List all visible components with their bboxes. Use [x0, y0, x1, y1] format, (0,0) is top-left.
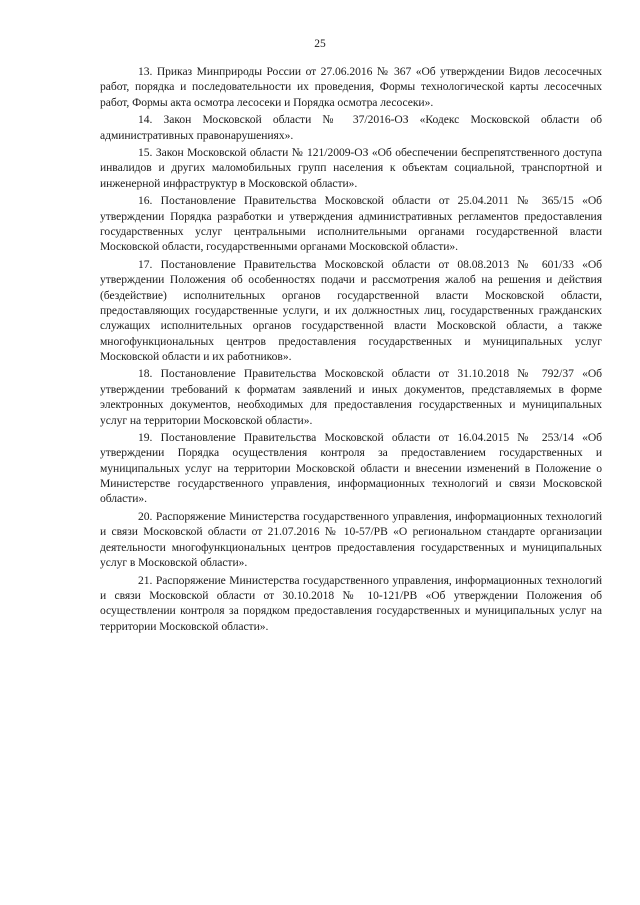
- list-item-21: 21. Распоряжение Министерства государственного управления, информационных технологий и связи Московской области от 30.10.2018 № 10-121/РВ «Об утверждении Положения об осуществлении контроля за порядком предоставления государственных и муниципальных услуг на территории Московской области».: [100, 573, 602, 633]
- list-item-15: 15. Закон Московской области № 121/2009-ОЗ «Об обеспечении беспрепятственного доступа инвалидов и других маломобильных групп населения к объектам социальной, транспортной и инженерной инфраструктур в Московской области».: [100, 146, 602, 190]
- list-item-17: 17. Постановление Правительства Московской области от 08.08.2013 № 601/33 «Об утверждении Положения об особенностях подачи и рассмотрения жалоб на решения и действия (бездействие) исполнительных органов государственной власти Московской области, предоставляющих государственные услуги, и их должностных лиц, государственных гражданских служащих исполнительных органов государственной власти Московской области, а также многофункциональных центров предоставления государственных и муниципальных услуг Московской области и их работников».: [100, 257, 602, 363]
- list-item-20: 20. Распоряжение Министерства государственного управления, информационных технологий и связи Московской области от 21.07.2016 № 10-57/РВ «О региональном стандарте организации деятельности многофункциональных центров предоставления государственных и муниципальных услуг в Московской области».: [100, 509, 602, 569]
- page-number: 25: [314, 38, 326, 50]
- list-item-18: 18. Постановление Правительства Московской области от 31.10.2018 № 792/37 «Об утверждении требований к форматам заявлений и иных документов, представляемых в форме электронных документов, необходимых для предоставления государственных и муниципальных услуг на территории Московской области».: [100, 367, 602, 427]
- list-item-14: 14. Закон Московской области № 37/2016-ОЗ «Кодекс Московской области об административных правонарушениях».: [100, 113, 602, 142]
- document-body: [100, 64, 602, 636]
- list-item-19: 19. Постановление Правительства Московской области от 16.04.2015 № 253/14 «Об утверждении Порядка осуществления контроля за предоставлением государственных и муниципальных услуг на территории Московской области и внесении изменений в Положение о Министерстве государственного управления, информационных технологий и связи Московской области».: [100, 431, 602, 506]
- list-item-13: 13. Приказ Минприроды России от 27.06.2016 № 367 «Об утверждении Видов лесосечных работ, порядка и последовательности их проведения, Формы технологической карты лесосечных работ, Формы акта осмотра лесосеки и Порядка осмотра лесосеки».: [100, 65, 602, 109]
- list-item-16: 16. Постановление Правительства Московской области от 25.04.2011 № 365/15 «Об утверждении Порядка разработки и утверждения административных регламентов предоставления государственных услуг центральными исполнительными органами государственной власти Московской области, государственными органами Московской области».: [100, 194, 602, 254]
